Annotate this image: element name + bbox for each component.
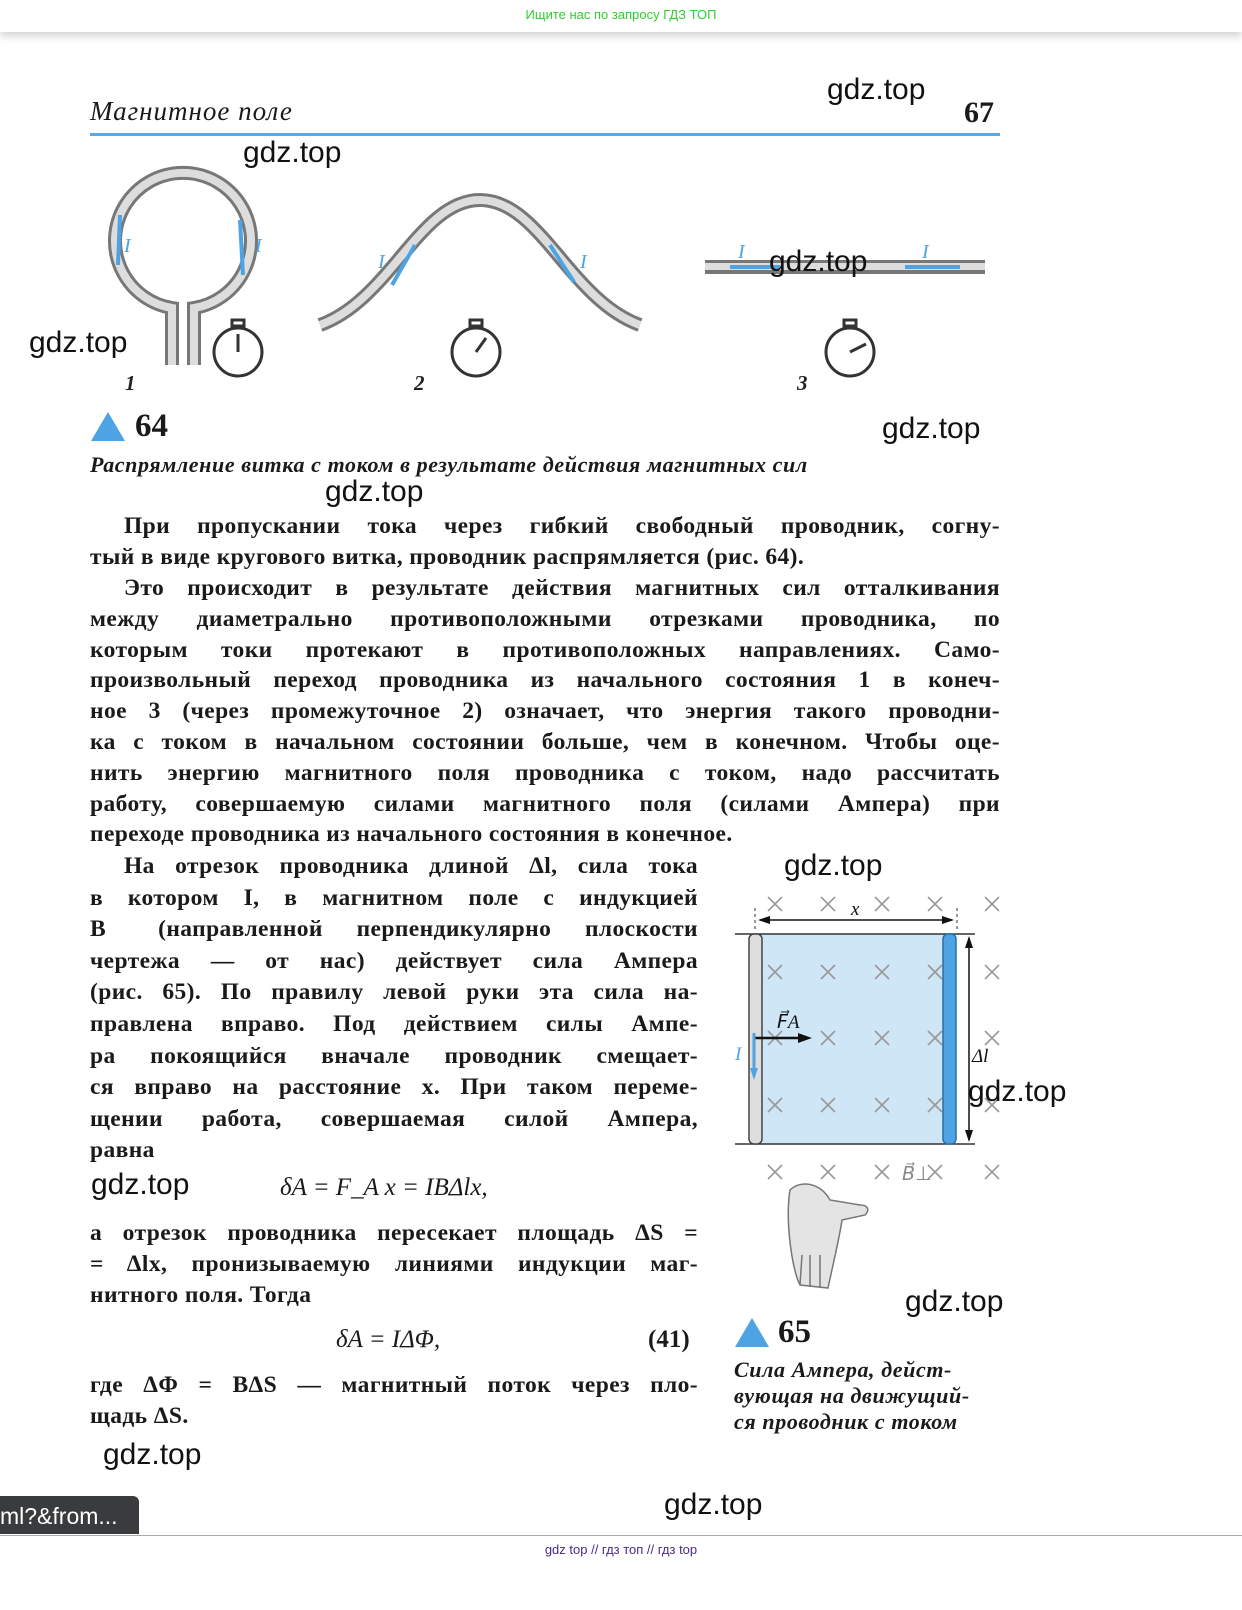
text-line: тый в виде кругового витка, проводник распрямляется (рис. 64). <box>90 543 805 570</box>
watermark: gdz.top <box>784 849 883 882</box>
state-label-3: 3 <box>797 371 808 395</box>
watermark: gdz.top <box>827 73 926 106</box>
figure-marker-icon <box>735 1318 769 1347</box>
watermark: gdz.top <box>664 1488 763 1521</box>
text-line: B⃗ (направленной перпендикулярно плоскости <box>90 916 698 943</box>
watermark: gdz.top <box>769 245 868 278</box>
field-cross-icon <box>821 897 835 911</box>
field-cross-icon <box>821 1165 835 1179</box>
watermark: gdz.top <box>243 136 342 169</box>
text-line: ся вправо на расстояние x. При таком переме- <box>90 1074 698 1101</box>
text-line: ное 3 (через промежуточное 2) означает, что энергия такого проводни- <box>90 698 1000 725</box>
link-url-tooltip: ml?&from... <box>0 1496 139 1534</box>
field-cross-icon <box>985 965 999 979</box>
text-line: щении работа, совершаемая силой Ампера, <box>90 1105 698 1132</box>
moved-conductor <box>943 934 956 1144</box>
field-cross-icon <box>875 897 889 911</box>
label-delta-l: Δl <box>972 1046 989 1067</box>
page-number: 67 <box>964 96 994 129</box>
footer-links[interactable]: gdz top // гдз топ // гдз top <box>544 1542 698 1557</box>
text-line: которым токи протекают в противоположных направлениях. Само- <box>90 636 1000 663</box>
header-divider <box>90 133 1000 136</box>
text-line: нить энергию магнитного поля проводника с током, надо рассчитать <box>90 759 1000 786</box>
text-line: равна <box>90 1137 155 1164</box>
field-cross-icon <box>768 1165 782 1179</box>
left-hand-icon <box>788 1184 867 1288</box>
state-label-1: 1 <box>125 371 136 395</box>
current-label: I <box>580 251 587 273</box>
label-b-field: B⃗⊥ <box>902 1164 932 1185</box>
field-cross-icon <box>768 897 782 911</box>
watermark: gdz.top <box>91 1168 190 1201</box>
watermark: gdz.top <box>968 1075 1067 1108</box>
stopwatch-icon <box>214 320 874 376</box>
text-line: произвольный переход проводника из начального состояния 1 в конеч- <box>90 667 1000 694</box>
current-label: I <box>738 241 745 263</box>
watermark: gdz.top <box>905 1285 1004 1318</box>
formula-41: δA = IΔΦ, <box>336 1326 441 1353</box>
formula-work: δA = F_A x = IBΔlx, <box>280 1174 488 1201</box>
arch-wire <box>320 200 640 325</box>
text-line: ка с током в начальном состоянии больше, чем в конечном. Чтобы оце- <box>90 729 1000 755</box>
text-line: между диаметрально противоположными отрезками проводника, по <box>90 605 1000 632</box>
field-cross-icon <box>985 897 999 911</box>
text-line: При пропускании тока через гибкий свободный проводник, согну- <box>124 513 1000 539</box>
chapter-title: Магнитное поле <box>90 96 293 126</box>
watermark: gdz.top <box>103 1438 202 1471</box>
formula-number: (41) <box>648 1326 690 1353</box>
caption-line: Сила Ампера, дейст- <box>734 1357 952 1382</box>
label-x: x <box>851 899 860 920</box>
footer-divider <box>0 1535 1242 1536</box>
text-line: (рис. 65). По правилу левой руки эта сила на- <box>90 979 698 1006</box>
field-cross-icon <box>928 897 942 911</box>
text-line: в котором I, в магнитном поле с индукцией <box>90 884 698 911</box>
field-cross-icon <box>985 1165 999 1179</box>
text-line: работу, совершаемую силами магнитного поля (силами Ампера) при <box>90 790 1000 817</box>
current-label: I <box>378 251 385 273</box>
figure-65-number: 65 <box>778 1314 811 1350</box>
text-line: На отрезок проводника длиной Δl, сила тока <box>124 853 698 879</box>
label-current: I <box>735 1044 742 1065</box>
current-label: I <box>922 241 929 263</box>
watermark: gdz.top <box>882 412 981 445</box>
state-label-2: 2 <box>414 371 425 395</box>
current-label: I <box>255 235 262 257</box>
text-line: Это происходит в результате действия магнитных сил отталкивания <box>124 575 1000 601</box>
top-banner <box>0 0 1242 32</box>
text-line: ра покоящийся вначале проводник смещает- <box>90 1042 698 1069</box>
text-line: чертежа — от нас) действует сила Ампера <box>90 947 698 974</box>
figure-65-caption <box>734 1357 970 1435</box>
caption-line: вующая на движущий- <box>734 1383 970 1408</box>
text-line: правлена вправо. Под действием силы Ампе- <box>90 1011 698 1037</box>
text-line: щадь ΔS. <box>90 1402 189 1429</box>
figure-64-number: 64 <box>135 408 168 444</box>
text-line: переходе проводника из начального состояния в конечное. <box>90 821 733 848</box>
field-cross-icon <box>875 1165 889 1179</box>
watermark: gdz.top <box>325 475 424 508</box>
text-line: = Δlx, пронизываемую линиями индукции маг- <box>90 1250 698 1277</box>
text-line: где ΔΦ = BΔS — магнитный поток через пло- <box>90 1372 698 1398</box>
caption-line: ся проводник с током <box>734 1409 958 1434</box>
figure-64-illustration <box>90 160 1010 400</box>
label-ampere-force: F⃗A <box>777 1012 800 1033</box>
current-label: I <box>124 235 131 257</box>
figure-64-caption: Распрямление витка с током в результате действия магнитных сил <box>90 452 808 477</box>
text-line: нитного поля. Тогда <box>90 1281 312 1308</box>
text-line: а отрезок проводника пересекает площадь ΔS = <box>90 1220 698 1246</box>
watermark: gdz.top <box>29 326 128 359</box>
field-cross-icon <box>985 1031 999 1045</box>
banner-text: Ищите нас по запросу ГДЗ ТОП <box>525 7 717 22</box>
figure-marker-icon <box>91 412 125 441</box>
